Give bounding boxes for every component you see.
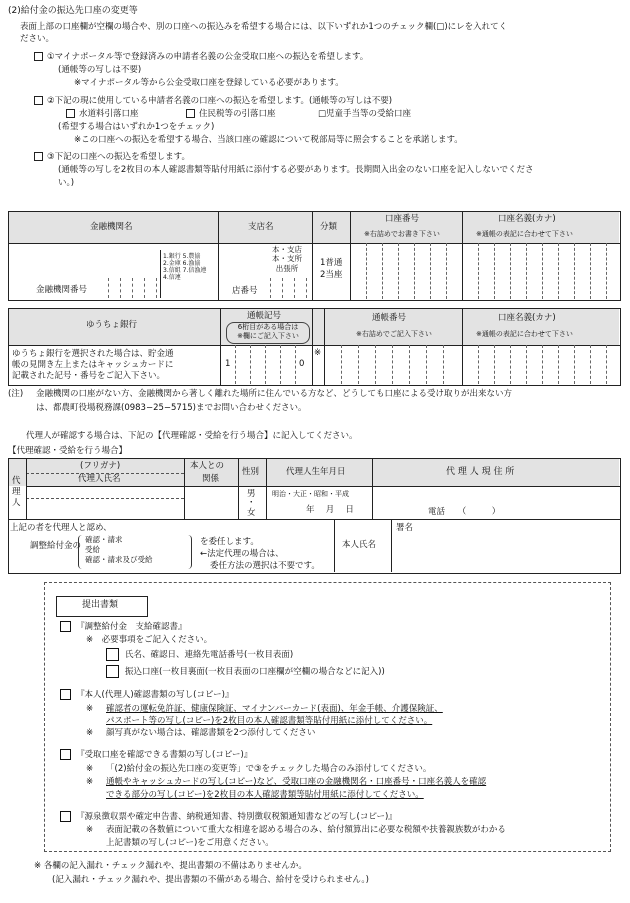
yucho-symbol-cells[interactable] (220, 345, 312, 384)
doc-3-mark1: ※ (86, 764, 94, 774)
yucho-col-number: 通帳番号 (372, 313, 407, 323)
doc-2-note2 (106, 716, 432, 726)
col-type: 分類 (320, 222, 338, 232)
doc-3-note3-text: できる部分の写し(コピー)を2枚目の本人確認書類等貼付用紙に添付してください。 (106, 790, 424, 800)
account-number-cells[interactable] (350, 243, 462, 299)
proxy-kana-line (26, 498, 184, 499)
yucho-col-holder-sub: ※通帳の表記に合わせて下さい (476, 330, 573, 338)
documents-title: 提出書類 (82, 600, 119, 610)
doc-1-checkbox[interactable] (60, 621, 71, 632)
yucho-note-line: 記載された記号・番号をご記入下さい。 (12, 371, 166, 382)
doc-1-sub1-label: 氏名、確認日、連絡先電話番号(一枚目表面) (125, 650, 294, 660)
gender-female[interactable]: 女 (247, 507, 256, 518)
proxy-name-label: 代理人氏名 (78, 474, 121, 484)
proxy-eras[interactable]: 明治・大正・昭和・平成 (272, 490, 349, 498)
proxy-side-line (26, 458, 27, 520)
col-acct: 口座番号 (385, 214, 420, 224)
doc-4-checkbox[interactable] (60, 811, 71, 822)
yucho-note (12, 349, 174, 382)
doc-3[interactable] (60, 749, 252, 760)
intro-line1: 表面上部の口座欄が空欄の場合や、別の口座への振込みを希望する場合には、以下いずれか1つのチェック欄(□)にレを入れてく (20, 22, 508, 32)
doc-3-checkbox[interactable] (60, 749, 71, 760)
doc-4-label: 『源泉徴収票や確定申告書、納税通知書、特別徴収税額通知書などの写し(コピー)』 (76, 812, 397, 822)
proxy-relation2: 関係 (202, 474, 220, 484)
account-type: 2当座 (320, 269, 343, 280)
doc-2-note3: 顔写真がない場合は、確認書類を2つ添付してください (106, 728, 316, 738)
proxy-phone: 電話 （ ） (428, 507, 501, 517)
proxy-birth-label: 代理人生年月日 (286, 467, 346, 477)
proxy-col-line2 (238, 458, 239, 520)
proxy-side-char: 理 (12, 487, 21, 498)
yucho-col-name: ゆうちょ銀行 (86, 320, 138, 330)
proxy-side-char: 代 (12, 476, 21, 486)
doc-1-sub1[interactable] (106, 648, 293, 661)
option-2-note2: ※この口座への振込を希望する場合、当該口座の確認について税部局等に照会することを承諾します。 (74, 135, 463, 145)
bank-col-line1 (218, 211, 219, 300)
col-bank-name: 金融機関名 (90, 222, 133, 232)
doc-3-note3 (106, 790, 424, 800)
delegate-intro: 上記の者を代理人と認め、 (10, 523, 112, 533)
yucho-note-line: ゆうちょ銀行を選択された場合は、貯金通 (12, 349, 174, 359)
attention-line1: 金融機関の口座がない方、金融機関から著しく離れた場所に住んでいる方など、どうしても口座による受け取りが出来ない方 (36, 389, 513, 399)
option-2-note1: (希望する場合はいずれか1つをチェック) (58, 122, 215, 132)
yucho-col-symbol: 通帳記号 (247, 311, 282, 321)
yucho-symbol-note2: ※欄にご記入下さい (237, 331, 299, 340)
principal-label: 本人氏名 (342, 540, 377, 550)
doc-1-sub2-checkbox[interactable] (106, 665, 119, 678)
footer-line2: (記入漏れ・チェック漏れや、提出書類の不備がある場合、給付を受けられません。) (52, 875, 369, 885)
proxy-intro: 代理人が確認する場合は、下記の【代理確認・受給を行う場合】に記入してください。 (26, 431, 358, 441)
yucho-col-number-sub: ※右詰めでご記入下さい (356, 330, 432, 338)
doc-3-note2-text: 通帳やキャッシュカードの写し(コピー)など、受取口座の金融機関名・口座番号・口座名義人を確認 (106, 777, 487, 787)
doc-3-note2 (106, 777, 486, 787)
doc-4-note2: 上記書類の写し(コピー)をご用意ください。 (106, 838, 274, 848)
option-2a[interactable] (66, 109, 139, 119)
yucho-digit-first: 1 (225, 359, 231, 369)
branch-kind: 出張所 (275, 263, 299, 273)
option-2b-label: 住民税等の引落口座 (199, 109, 276, 119)
bank-kind-list (163, 254, 206, 282)
proxy-ymd: 年 月 日 (306, 505, 354, 515)
doc-2-mark1: ※ (86, 704, 94, 714)
yucho-col-holder: 口座名義(カナ) (498, 313, 556, 323)
branch-number-label: 店番号 (232, 286, 258, 296)
proxy-col-line4 (372, 458, 373, 520)
doc-2-note2-text: パスポート等の写し(コピー)を2枚目の本人確認書類等貼付用紙に添付してください。 (106, 716, 433, 726)
option-1[interactable] (34, 52, 368, 62)
delegate-option[interactable]: 確認・請求及び受給 (85, 554, 153, 564)
option-1-note1: (通帳等の写しは不要) (58, 65, 142, 75)
delegate-text3: 委任方法の選択は不要です。 (210, 561, 320, 571)
yucho-holder-cells[interactable] (462, 345, 619, 384)
doc-2-note1-text: 確認者の運転免許証、健康保険証、マイナンバーカード(表面)、年金手帳、介護保険証、 (106, 704, 443, 714)
bank-kind: 3.信組 7.信漁連 (163, 266, 207, 274)
doc-1-sub1-checkbox[interactable] (106, 648, 119, 661)
doc-3-label: 『受取口座を確認できる書類の写し(コピー)』 (76, 750, 253, 760)
doc-4-note1: 表面記載の各数値について重大な相違を認める場合のみ、給付額算出に必要な税額や扶養親族数がわかる (106, 825, 506, 835)
option-3-note1: (通帳等の写しを2枚目の本人確認書類等貼付用紙に添付する必要があります。長期間入出金のない口座を記入しないでくださ (58, 165, 534, 175)
doc-4-mark: ※ (86, 825, 94, 835)
proxy-heading: 【代理確認・受給を行う場合】 (8, 446, 128, 456)
doc-1-note: ※ 必要事項をご記入ください。 (86, 635, 213, 645)
proxy-header-line (26, 486, 620, 487)
proxy-relation1: 本人との (190, 461, 225, 471)
intro-line2: ださい。 (20, 34, 55, 44)
proxy-side-char: 人 (12, 498, 21, 509)
branch-number-cells[interactable] (270, 278, 306, 298)
option-2a-label: 水道料引落口座 (79, 109, 139, 119)
yucho-digit-last: 0 (299, 359, 305, 369)
bank-col-line2 (312, 211, 313, 300)
branch-kind-list (272, 245, 302, 273)
option-2-checkbox[interactable] (34, 96, 43, 105)
option-1-label: ①マイナポータル等で登録済みの申請者名義の公金受取口座への振込を希望します。 (47, 52, 369, 62)
doc-3-note1: 「(2)給付金の振込先口座の変更等」で③をチェックした場合のみ添付してください。 (106, 764, 432, 774)
account-holder-cells[interactable] (462, 243, 619, 299)
branch-kind: 本・支所 (272, 254, 302, 264)
doc-1-label: 『調整給付金 支給確認書』 (76, 622, 187, 632)
doc-1-sub2-label: 振込口座(一枚目裏面(一枚目表面の口座欄が空欄の場合などに記入)) (125, 667, 385, 677)
doc-2-label: 『本人(代理人)確認書類の写し(コピー)』 (76, 690, 234, 700)
doc-3-mark2: ※ (86, 777, 94, 787)
doc-2-mark2: ※ (86, 728, 94, 738)
footer-line1: ※ 各欄の記入漏れ・チェック漏れや、提出書類の不備はありませんか。 (34, 861, 307, 871)
doc-1-sub2[interactable] (106, 665, 385, 678)
water-checkbox[interactable] (66, 109, 75, 118)
proxy-col-line1 (184, 458, 185, 520)
proxy-col-line3 (266, 458, 267, 520)
proxy-side-label (12, 476, 21, 509)
proxy-row-line (8, 519, 620, 520)
doc-2-checkbox[interactable] (60, 689, 71, 700)
doc-1[interactable] (60, 621, 187, 632)
yucho-col-line2 (312, 308, 313, 385)
bank-number-label: 金融機関番号 (36, 285, 88, 295)
signature-label: 署名 (396, 523, 414, 533)
section-heading: (2)給付金の振込先口座の変更等 (8, 6, 138, 16)
col-acct-sub: ※右詰めでお書き下さい (364, 230, 440, 238)
option-2b[interactable] (186, 109, 276, 119)
doc-4[interactable] (60, 811, 397, 822)
option-3-note2: い。) (58, 178, 75, 188)
bank-kind: 4.信連 (163, 273, 181, 281)
delegate-lead: 調整給付金の (30, 541, 82, 551)
delegate-text2: ←法定代理の場合は、 (200, 549, 284, 559)
branch-kind: 本・支店 (272, 245, 302, 254)
option-1-checkbox[interactable] (34, 52, 43, 61)
proxy-furigana: (フリガナ) (80, 461, 121, 471)
option-1-note2: ※マイナポータル等から公金受取口座を登録している必要があります。 (74, 78, 344, 88)
bank-kind-divider (160, 250, 161, 298)
bank-number-cells[interactable] (108, 278, 156, 298)
tax-checkbox[interactable] (186, 109, 195, 118)
col-branch-name: 支店名 (248, 222, 274, 232)
doc-2-note1 (106, 704, 443, 714)
delegate-options[interactable] (78, 535, 192, 569)
option-3-label: ③下記の口座への振込を希望します。 (47, 152, 190, 162)
account-type-list (320, 258, 342, 282)
yucho-number-cells[interactable] (324, 345, 462, 384)
col-holder: 口座名義(カナ) (498, 214, 556, 224)
yucho-symbol-note (226, 322, 310, 344)
proxy-gender-options[interactable] (247, 490, 256, 518)
doc-2[interactable] (60, 689, 233, 700)
col-holder-sub: ※通帳の表記に合わせて下さい (476, 230, 573, 238)
attention-line2: は、都農町役場税務課(0983−25−5715)までお問い合わせください。 (36, 403, 307, 413)
delegate-option[interactable]: 受給 (85, 544, 100, 554)
delegate-text1: を委任します。 (200, 537, 259, 547)
proxy-address-label: 代 理 人 現 住 所 (446, 467, 515, 477)
option-2-label: ②下記の現に使用している申請者名義の口座への振込を希望します。(通帳等の写しは不要) (47, 96, 393, 106)
gender-male[interactable]: 男 (247, 489, 256, 499)
yucho-symbol-note1: 6桁目がある場合は (237, 323, 299, 331)
yucho-note-line: 帳の見開き左上またはキャッシュカードに (12, 360, 174, 371)
proxy-gender-label: 性別 (242, 467, 260, 477)
attention-label: (注) (8, 389, 24, 399)
delegate-option[interactable]: 確認・請求 (85, 535, 123, 544)
option-2[interactable] (34, 96, 392, 106)
option-3-checkbox[interactable] (34, 152, 43, 161)
option-3[interactable] (34, 152, 190, 162)
yucho-star: ※ (314, 348, 322, 358)
account-type: 1普通 (320, 258, 343, 268)
bank-kind: 1.銀行 5.農協 (163, 253, 201, 260)
bank-kind: 2.金庫 6.漁協 (163, 259, 201, 267)
option-2c[interactable]: □児童手当等の受給口座 (318, 109, 412, 119)
gender-separator: ・ (247, 498, 256, 509)
